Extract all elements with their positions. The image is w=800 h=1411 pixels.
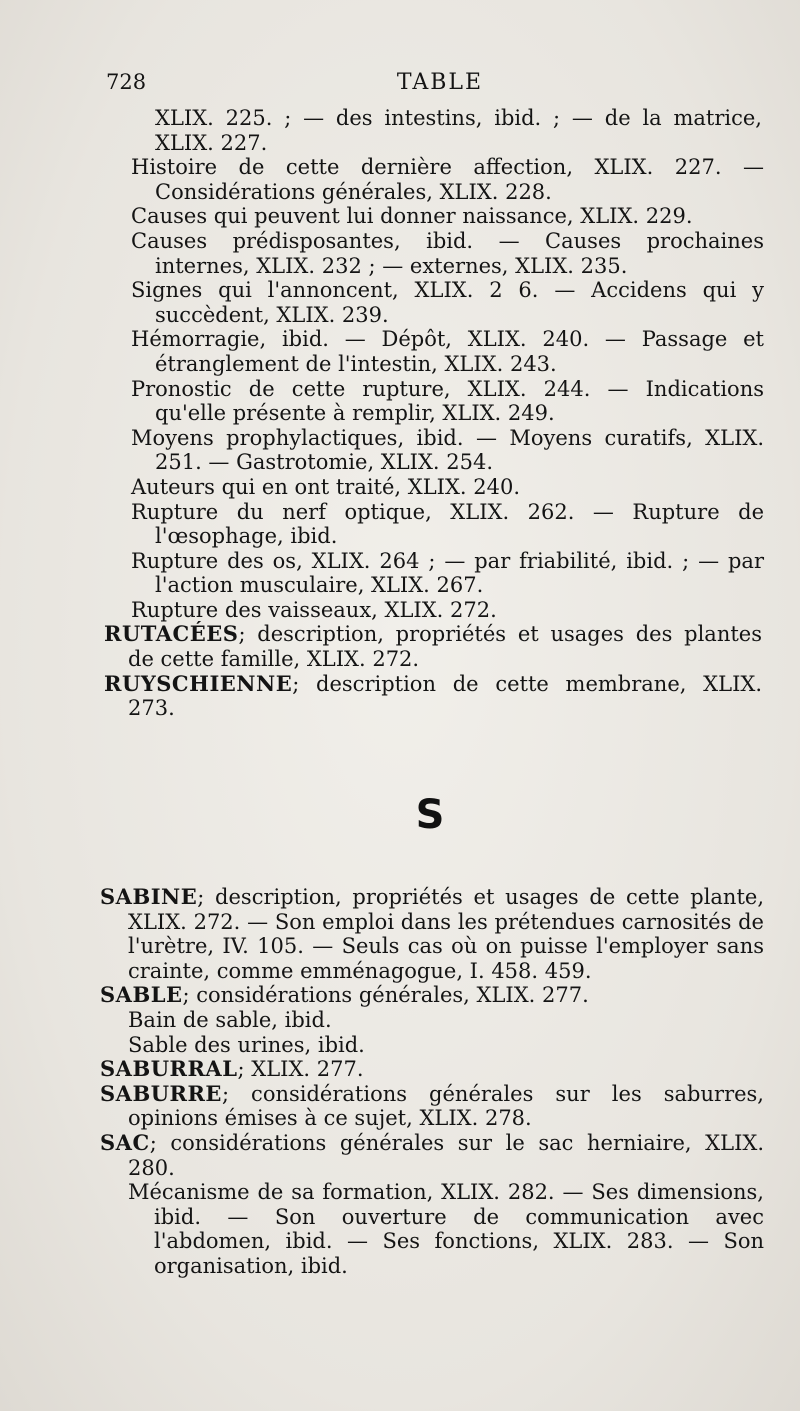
index-entry [0, 327, 800, 376]
index-entry [0, 1131, 800, 1180]
index-section-s [0, 885, 800, 1279]
entry-headword: RUTACÉES [104, 621, 239, 647]
entry-text: ; description, propriétés et usages de cette plante, XLIX. 272. — Son emploi dans les prétendues carnosités de l'urètre, IV. 105. — Seuls cas où on puisse l'employer sans crainte, comme emménagogue, I. 458. 459. [128, 885, 764, 983]
entry-text: ; XLIX. 277. [237, 1057, 364, 1082]
index-entry [0, 377, 800, 426]
entry-text: XLIX. 225. ; — des intestins, ibid. ; — de la matrice, XLIX. 227. [155, 106, 762, 155]
index-entry [0, 426, 800, 475]
entry-headword: SABINE [100, 884, 198, 909]
index-entry [0, 885, 800, 983]
index-entry [0, 1180, 800, 1278]
index-entry [0, 598, 800, 623]
entry-text: Pronostic de cette rupture, XLIX. 244. — Indications qu'elle présente à remplir, XLIX. 249. [131, 376, 764, 426]
index-entry [0, 1057, 800, 1082]
entry-text: ; description, propriétés et usages des plantes de cette famille, XLIX. 272. [128, 622, 762, 672]
index-entry [0, 106, 800, 155]
index-entry [0, 500, 800, 549]
entry-text: Histoire de cette dernière affection, XLIX. 227. — Considérations générales, XLIX. 228. [131, 155, 764, 204]
entry-text: Hémorragie, ibid. — Dépôt, XLIX. 240. — Passage et étranglement de l'intestin, XLIX. 243. [131, 327, 764, 376]
entry-headword: SABURRAL [100, 1056, 238, 1082]
page-number: 728 [106, 70, 147, 94]
entry-text: Sable des urines, ibid. [128, 1032, 365, 1057]
entry-headword: SAC [100, 1129, 150, 1155]
entry-headword: RUYSCHIENNE [104, 670, 293, 696]
entry-text: Signes qui l'annoncent, XLIX. 2 6. — Accidens qui y succèdent, XLIX. 239. [131, 278, 764, 327]
section-letter: S [415, 792, 445, 838]
entry-headword: SABURRE [100, 1080, 222, 1106]
entry-text: Causes qui peuvent lui donner naissance, XLIX. 229. [131, 204, 693, 229]
entry-text: ; description de cette membrane, XLIX. 273. [128, 671, 762, 721]
index-entry [0, 1008, 800, 1033]
entry-text: Moyens prophylactiques, ibid. — Moyens curatifs, XLIX. 251. — Gastrotomie, XLIX. 254. [131, 425, 764, 475]
entry-text: Bain de sable, ibid. [128, 1007, 332, 1032]
index-entry [0, 1082, 800, 1131]
entry-headword: SABLE [100, 982, 183, 1008]
index-entry [0, 549, 800, 598]
entry-text: Auteurs qui en ont traité, XLIX. 240. [131, 474, 521, 499]
index-entry [0, 155, 800, 204]
index-entry [0, 204, 800, 229]
entry-text: Rupture du nerf optique, XLIX. 262. — Rupture de l'œsophage, ibid. [131, 499, 764, 549]
entry-text: Rupture des vaisseaux, XLIX. 272. [131, 597, 497, 622]
entry-text: ; considérations générales sur les saburres, opinions émises à ce sujet, XLIX. 278. [128, 1081, 764, 1131]
index-entry [0, 983, 800, 1008]
index-section-r [0, 106, 800, 721]
entry-text: Causes prédisposantes, ibid. — Causes prochaines internes, XLIX. 232 ; — externes, XLIX. 235. [131, 228, 764, 278]
entry-text: ; considérations générales sur le sac herniaire, XLIX. 280. [128, 1130, 764, 1180]
entry-text: ; considérations générales, XLIX. 277. [182, 983, 589, 1008]
index-entry [0, 278, 800, 327]
entry-text: Mécanisme de sa formation, XLIX. 282. — Ses dimensions, ibid. — Son ouverture de communication avec l'abdomen, ibid. — Ses fonctions, XLIX. 283. — Son organisation, ibid. [128, 1180, 764, 1278]
index-entry [0, 1033, 800, 1058]
index-entry [0, 622, 800, 671]
entry-text: Rupture des os, XLIX. 264 ; — par friabilité, ibid. ; — par l'action musculaire, XLIX. 267. [131, 548, 764, 598]
page-title: TABLE [396, 70, 484, 95]
running-header [0, 70, 800, 106]
index-entry [0, 475, 800, 500]
index-entry [0, 672, 800, 721]
index-entry [0, 229, 800, 278]
